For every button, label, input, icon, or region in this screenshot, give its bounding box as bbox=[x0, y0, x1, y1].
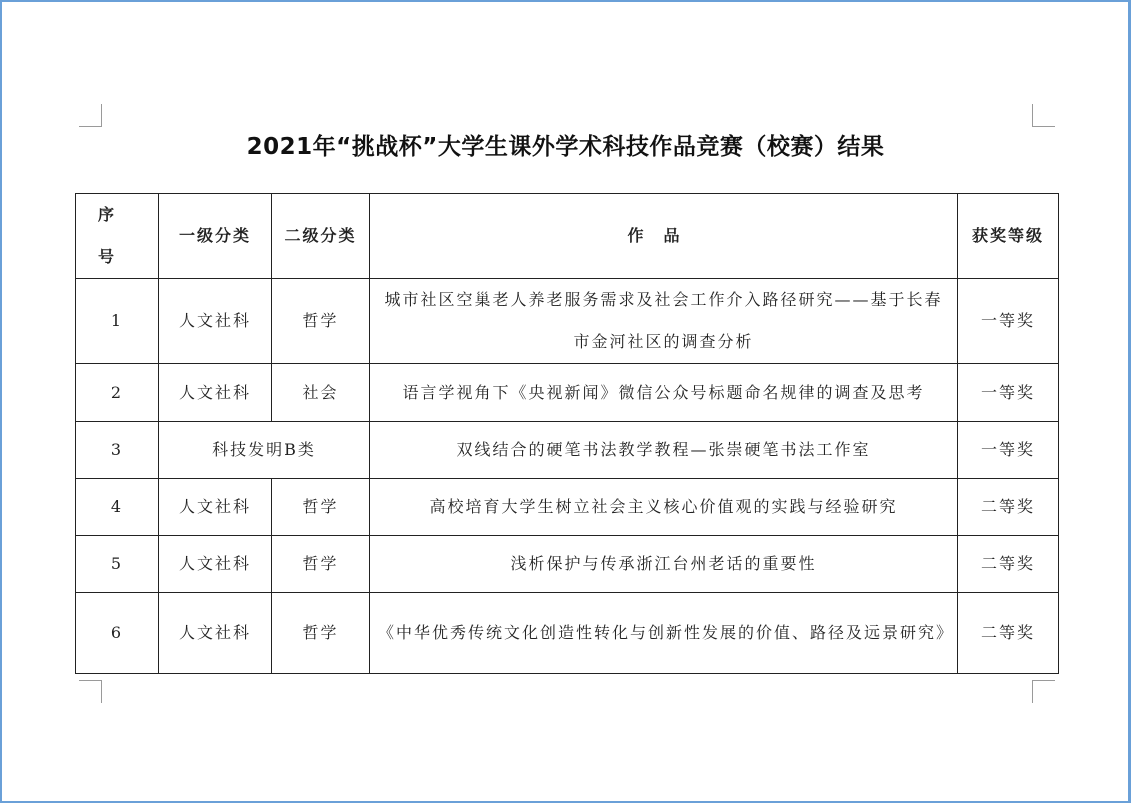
header-cat1: 一级分类 bbox=[159, 194, 272, 279]
cell-cat2: 社会 bbox=[272, 364, 370, 422]
cell-work: 双线结合的硬笔书法教学教程—张崇硬笔书法工作室 bbox=[370, 422, 958, 479]
cell-seq: 5 bbox=[76, 536, 159, 593]
header-cat2: 二级分类 bbox=[272, 194, 370, 279]
table-row bbox=[76, 536, 1059, 593]
cell-cat1: 人文社科 bbox=[159, 536, 272, 593]
cell-award: 二等奖 bbox=[958, 593, 1059, 674]
header-seq: 序号 bbox=[76, 194, 159, 279]
crop-mark-top-right bbox=[1032, 104, 1055, 127]
table-row bbox=[76, 593, 1059, 674]
cell-seq: 6 bbox=[76, 593, 159, 674]
header-award: 获奖等级 bbox=[958, 194, 1059, 279]
cell-cat1: 人文社科 bbox=[159, 279, 272, 364]
table-row bbox=[76, 422, 1059, 479]
cell-work: 高校培育大学生树立社会主义核心价值观的实践与经验研究 bbox=[370, 479, 958, 536]
results-table bbox=[75, 193, 1059, 674]
cell-cat1: 人文社科 bbox=[159, 593, 272, 674]
cell-cat2: 哲学 bbox=[272, 479, 370, 536]
crop-mark-bottom-left bbox=[79, 680, 102, 703]
cell-work: 语言学视角下《央视新闻》微信公众号标题命名规律的调查及思考 bbox=[370, 364, 958, 422]
cell-award: 一等奖 bbox=[958, 422, 1059, 479]
crop-mark-bottom-right bbox=[1032, 680, 1055, 703]
cell-category-merged: 科技发明B类 bbox=[159, 422, 370, 479]
cell-cat1: 人文社科 bbox=[159, 364, 272, 422]
cell-cat2: 哲学 bbox=[272, 279, 370, 364]
cell-work: 浅析保护与传承浙江台州老话的重要性 bbox=[370, 536, 958, 593]
table-row bbox=[76, 479, 1059, 536]
cell-seq: 1 bbox=[76, 279, 159, 364]
cell-award: 二等奖 bbox=[958, 536, 1059, 593]
crop-mark-top-left bbox=[79, 104, 102, 127]
cell-seq: 2 bbox=[76, 364, 159, 422]
table-header-row bbox=[76, 194, 1059, 279]
cell-award: 一等奖 bbox=[958, 364, 1059, 422]
cell-cat2: 哲学 bbox=[272, 536, 370, 593]
cell-cat2: 哲学 bbox=[272, 593, 370, 674]
cell-work: 《中华优秀传统文化创造性转化与创新性发展的价值、路径及远景研究》 bbox=[370, 593, 958, 674]
header-work: 作品 bbox=[370, 194, 958, 279]
document-title: 2021年“挑战杯”大学生课外学术科技作品竞赛（校赛）结果 bbox=[246, 134, 885, 160]
cell-cat1: 人文社科 bbox=[159, 479, 272, 536]
table-row bbox=[76, 279, 1059, 364]
cell-seq: 3 bbox=[76, 422, 159, 479]
cell-award: 二等奖 bbox=[958, 479, 1059, 536]
cell-seq: 4 bbox=[76, 479, 159, 536]
cell-award: 一等奖 bbox=[958, 279, 1059, 364]
table-row bbox=[76, 364, 1059, 422]
cell-work: 城市社区空巢老人养老服务需求及社会工作介入路径研究——基于长春市金河社区的调查分析 bbox=[370, 279, 958, 364]
